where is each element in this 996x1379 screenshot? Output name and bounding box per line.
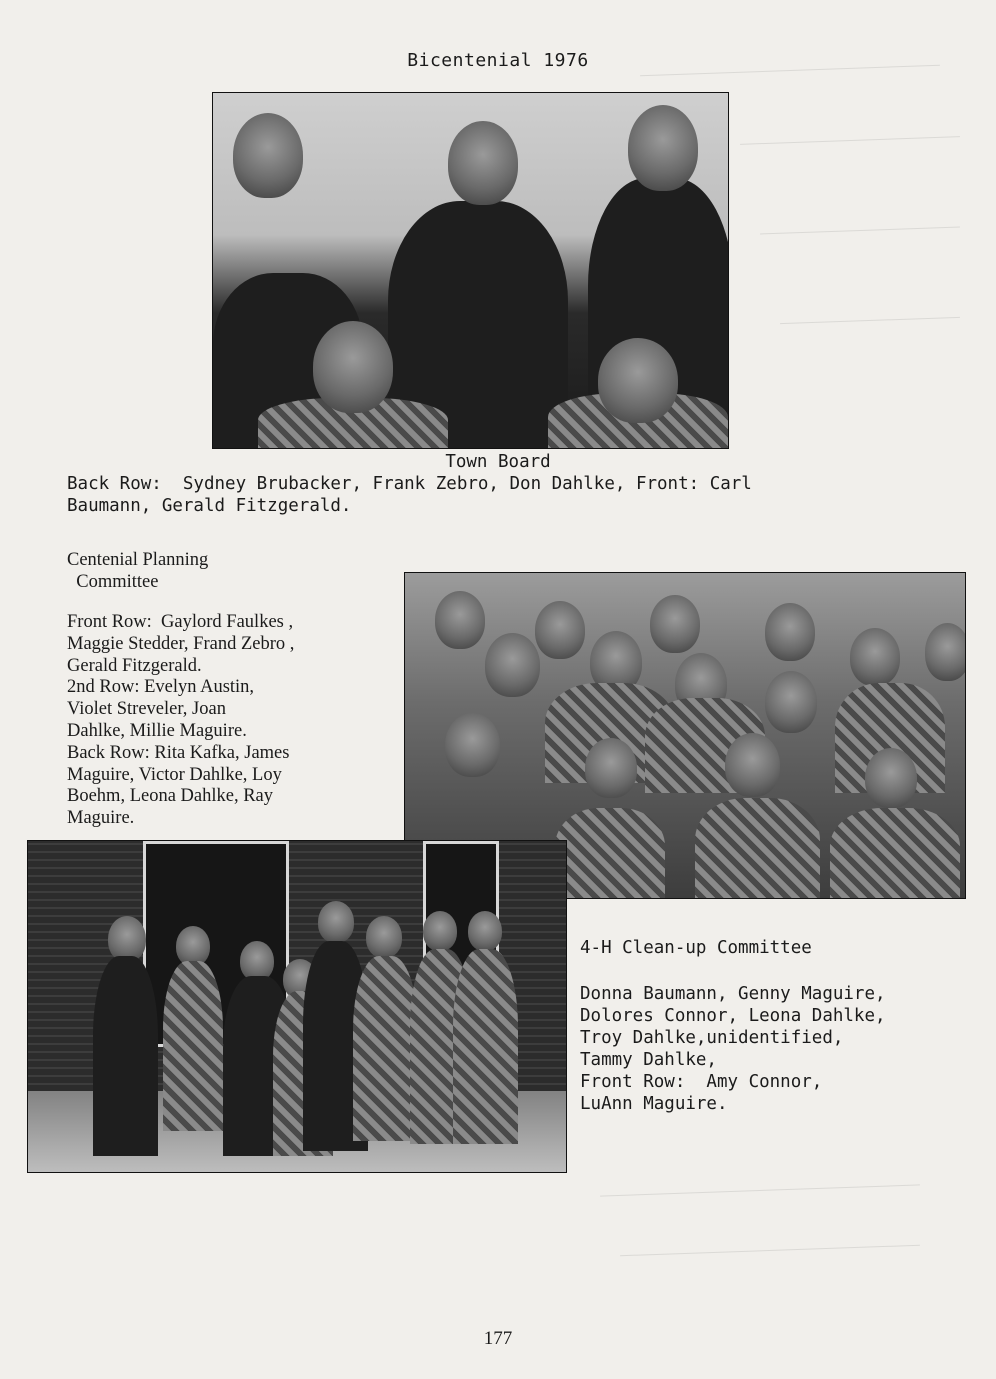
photo-figure	[453, 949, 518, 1144]
photo-figure	[725, 733, 780, 797]
fourh-committee-title: 4-H Clean-up Committee	[580, 938, 812, 958]
photo-figure	[585, 738, 637, 798]
photo-figure	[485, 633, 540, 697]
centennial-committee-title: Centenial Planning Committee	[67, 550, 209, 592]
page-number: 177	[483, 1328, 513, 1349]
photo-figure	[423, 911, 457, 951]
photo-figure	[850, 628, 900, 686]
photo-figure	[318, 901, 354, 943]
photo-figure	[366, 916, 402, 958]
photo-figure	[313, 321, 393, 413]
fourh-committee-members: Donna Baumann, Genny Maguire, Dolores Connor, Leona Dahlke, Troy Dahlke,unidentified, Tammy Dahlke, Front Row: Amy Connor, LuAnn Maguire.	[580, 984, 886, 1114]
photo-figure	[925, 623, 966, 681]
show-through-handwriting	[620, 1245, 920, 1256]
photo-figure	[445, 713, 500, 777]
photo-figure	[93, 956, 158, 1156]
photo-figure	[650, 595, 700, 653]
photo-figure	[163, 961, 223, 1131]
photo-figure	[628, 105, 698, 191]
photo-figure	[555, 808, 665, 899]
photo-figure	[240, 941, 274, 981]
photo-figure	[695, 798, 820, 899]
show-through-handwriting	[600, 1184, 920, 1196]
photo-figure	[176, 926, 210, 966]
town-board-title: Town Board	[445, 452, 551, 472]
photo-figure	[435, 591, 485, 649]
photo-figure	[468, 911, 502, 951]
photo-figure	[448, 121, 518, 205]
show-through-handwriting	[780, 317, 960, 324]
photo-figure	[535, 601, 585, 659]
fourh-committee-photo	[27, 840, 567, 1173]
town-board-photo	[212, 92, 729, 449]
show-through-handwriting	[740, 136, 960, 145]
photo-figure	[765, 603, 815, 661]
photo-figure	[598, 338, 678, 423]
page-header: Bicentenial 1976	[407, 50, 589, 71]
photo-figure	[353, 956, 418, 1141]
photo-figure	[233, 113, 303, 198]
photo-figure	[830, 808, 960, 899]
centennial-committee-members: Front Row: Gaylord Faulkes , Maggie Stedder, Frand Zebro , Gerald Fitzgerald. 2nd Row: Evelyn Austin, Violet Streveler, Joan Dahlke, Millie Maguire. Back Row: Rita Kafka, James Maguire, Victor Dahlke, Loy Boehm, Leona Dahlke, Ray Maguire.	[67, 612, 295, 829]
photo-figure	[865, 748, 917, 808]
photo-figure	[765, 671, 817, 733]
show-through-handwriting	[760, 227, 960, 235]
town-board-caption: Back Row: Sydney Brubacker, Frank Zebro, Don Dahlke, Front: Carl Baumann, Gerald Fitzgerald.	[67, 474, 752, 516]
